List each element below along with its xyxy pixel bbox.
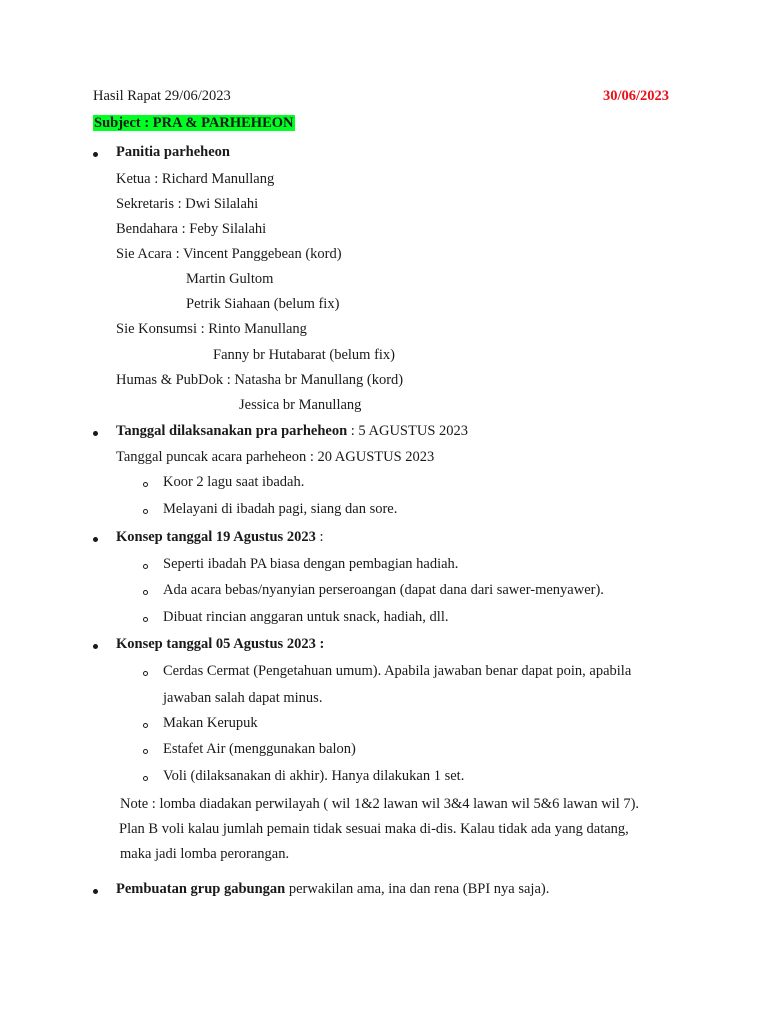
konsep19-item-3: Dibuat rincian anggaran untuk snack, hadiah, dll.	[163, 609, 449, 625]
konsep19-suffix: :	[315, 529, 324, 545]
konsep19-item-1: Seperti ibadah PA biasa dengan pembagian hadiah.	[163, 556, 459, 572]
ketua: Ketua : Richard Manullang	[116, 171, 275, 187]
konsep19-line	[116, 529, 323, 546]
bullet-icon	[93, 152, 98, 157]
konsep19-item-2: Ada acara bebas/nyanyian perseroangan (dapat dana dari sawer-menyawer).	[163, 582, 604, 598]
konsep05-item-1-line-1: Cerdas Cermat (Pengetahuan umum). Apabila jawaban benar dapat poin, apabila	[163, 663, 632, 679]
bullet-icon	[93, 889, 98, 894]
circle-bullet-icon	[143, 617, 148, 622]
tanggal-item-2: Melayani di ibadah pagi, siang dan sore.	[163, 501, 398, 517]
bullet-icon	[93, 431, 98, 436]
konsep19-heading: Konsep tanggal 19 Agustus 2023	[116, 529, 316, 545]
subject-line	[93, 115, 295, 132]
konsep05-item-3: Estafet Air (menggunakan balon)	[163, 741, 356, 757]
subject-highlight: Subject : PRA & PARHEHEON	[94, 115, 294, 131]
sie-acara-member-3: Petrik Siahaan (belum fix)	[186, 296, 340, 312]
circle-bullet-icon	[143, 590, 148, 595]
konsep05-heading: Konsep tanggal 05 Agustus 2023 :	[116, 636, 325, 652]
tanggal-item-1: Koor 2 lagu saat ibadah.	[163, 474, 305, 490]
tanggal-value: : 5 AGUSTUS 2023	[347, 423, 469, 439]
date-right: 30/06/2023	[603, 88, 670, 104]
meeting-title: Hasil Rapat 29/06/2023	[93, 88, 231, 104]
humas-member-2: Jessica br Manullang	[239, 397, 362, 413]
circle-bullet-icon	[143, 723, 148, 728]
tanggal-heading: Tanggal dilaksanakan pra parheheon	[116, 423, 348, 439]
note-line-2: Plan B voli kalau jumlah pemain tidak sesuai maka di-dis. Kalau tidak ada yang datang,	[119, 821, 629, 837]
konsep05-item-1-line-2: jawaban salah dapat minus.	[163, 690, 323, 706]
bullet-icon	[93, 644, 98, 649]
sekretaris: Sekretaris : Dwi Silalahi	[116, 196, 259, 212]
konsep05-item-2: Makan Kerupuk	[163, 715, 258, 731]
circle-bullet-icon	[143, 482, 148, 487]
circle-bullet-icon	[143, 509, 148, 514]
bullet-icon	[93, 537, 98, 542]
konsep05-item-4: Voli (dilaksanakan di akhir). Hanya dilakukan 1 set.	[163, 768, 465, 784]
grup-heading: Pembuatan grup gabungan	[116, 881, 286, 897]
panitia-heading: Panitia parheheon	[116, 144, 230, 160]
tanggal-line	[116, 423, 468, 440]
grup-line	[116, 881, 549, 898]
humas-pubdok: Humas & PubDok : Natasha br Manullang (kord)	[116, 372, 404, 388]
sie-konsumsi: Sie Konsumsi : Rinto Manullang	[116, 321, 307, 337]
sie-konsumsi-member-2: Fanny br Hutabarat (belum fix)	[213, 347, 396, 363]
sie-acara-member-2: Martin Gultom	[186, 271, 274, 287]
sie-acara: Sie Acara : Vincent Panggebean (kord)	[116, 246, 342, 262]
circle-bullet-icon	[143, 776, 148, 781]
note-line-3: maka jadi lomba perorangan.	[120, 846, 290, 862]
tanggal-puncak: Tanggal puncak acara parheheon : 20 AGUSTUS 2023	[116, 449, 435, 465]
circle-bullet-icon	[143, 671, 148, 676]
grup-text: perwakilan ama, ina dan rena (BPI nya saja).	[285, 881, 550, 897]
bendahara: Bendahara : Feby Silalahi	[116, 221, 267, 237]
circle-bullet-icon	[143, 564, 148, 569]
note-line-1: Note : lomba diadakan perwilayah ( wil 1&2 lawan wil 3&4 lawan wil 5&6 lawan wil 7).	[120, 796, 640, 812]
circle-bullet-icon	[143, 749, 148, 754]
